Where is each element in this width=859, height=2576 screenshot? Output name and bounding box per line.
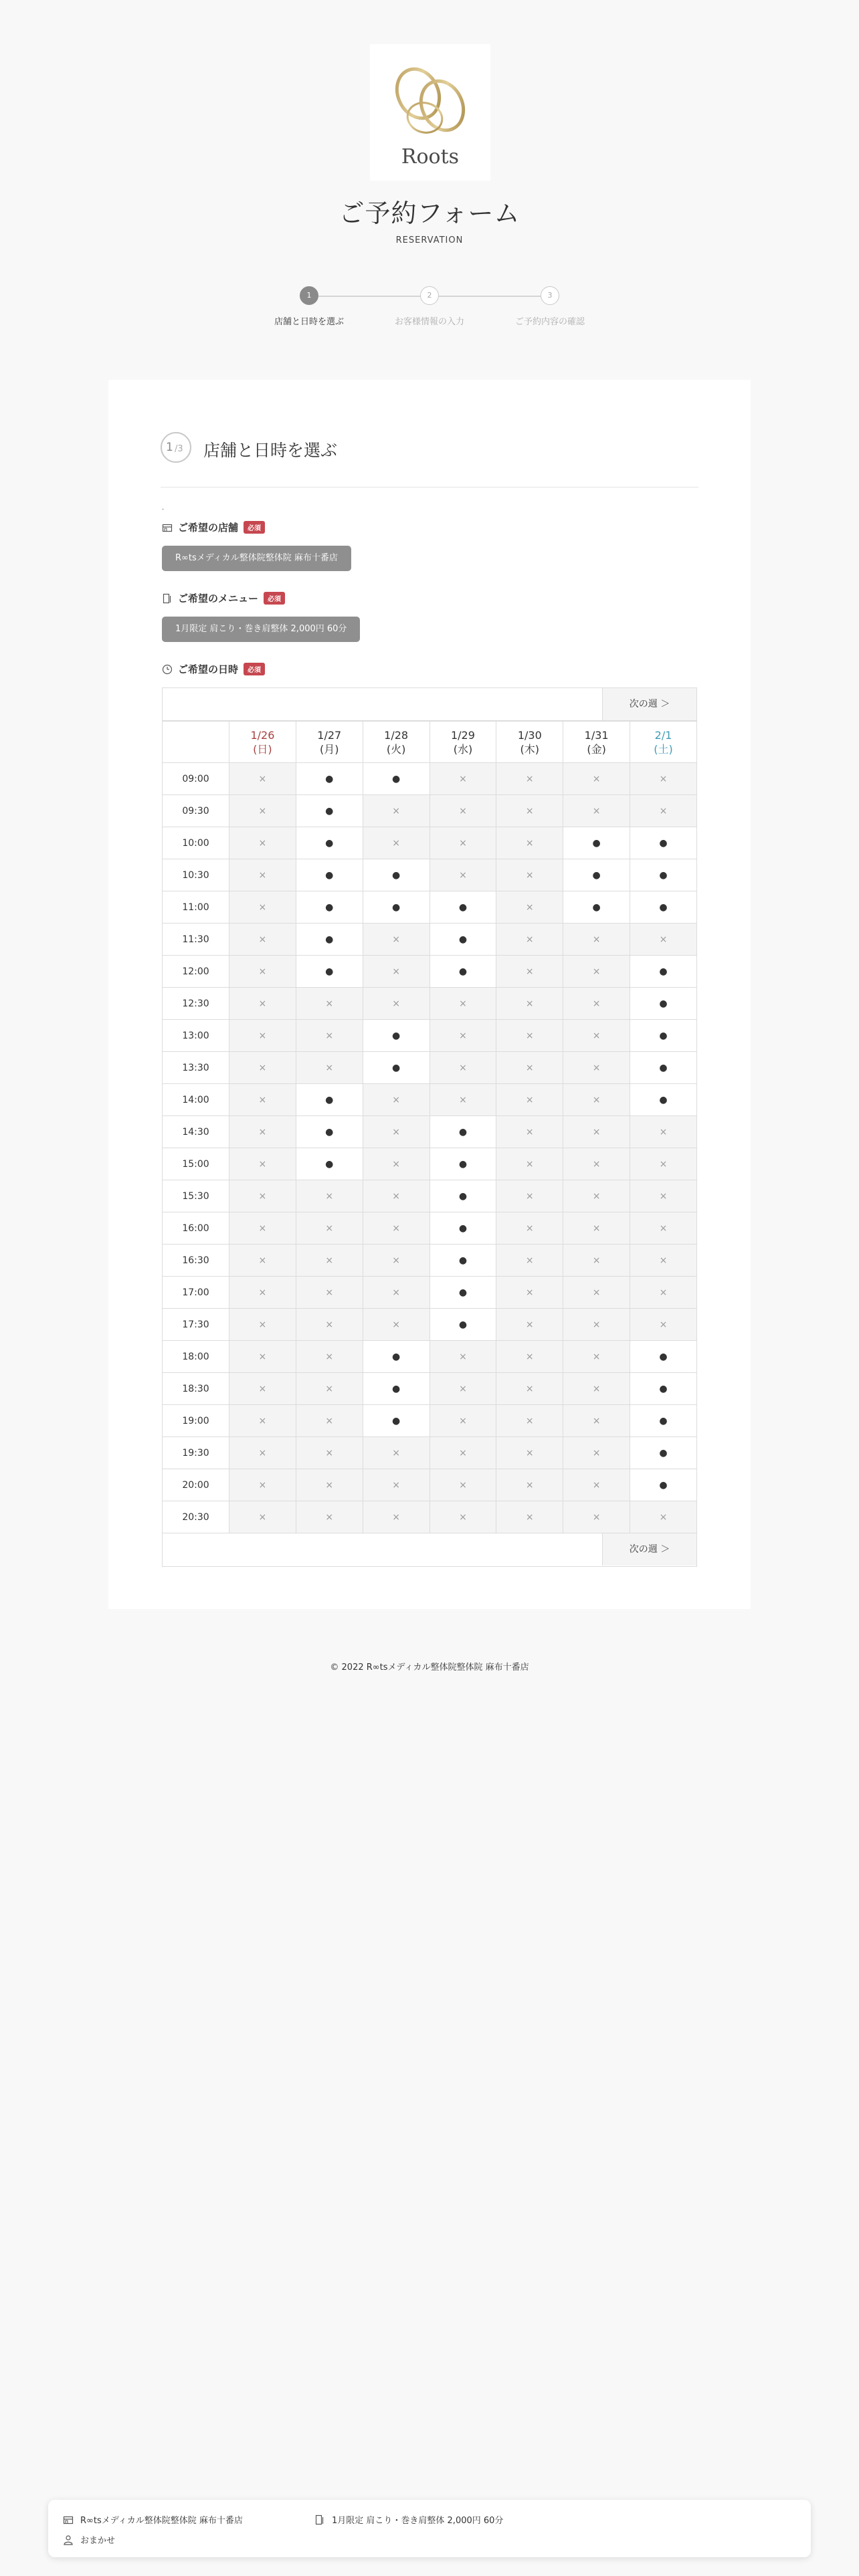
slot-unavailable-cell: ×: [563, 1501, 630, 1533]
slot-unavailable-cell: ×: [496, 988, 563, 1020]
slot-available-cell[interactable]: ●: [363, 1341, 430, 1373]
store-select-button[interactable]: R∞tsメディカル整体院整体院 麻布十番店: [162, 546, 351, 571]
day-header-1-27: 1/27 (月): [296, 722, 363, 763]
slot-unavailable-cell: ×: [229, 1148, 296, 1180]
slot-unavailable-cell: ×: [563, 1052, 630, 1084]
required-badge: 必須: [244, 521, 265, 534]
day-header-1-31: 1/31 (金): [563, 722, 630, 763]
time-label: 19:00: [163, 1405, 229, 1437]
slot-unavailable-cell: ×: [563, 1405, 630, 1437]
slot-unavailable-cell: ×: [229, 859, 296, 891]
slot-available-cell[interactable]: ●: [630, 891, 697, 924]
time-slot-row: [163, 1405, 697, 1437]
slot-available-cell[interactable]: ●: [563, 827, 630, 859]
step-connector: [439, 296, 541, 297]
slot-unavailable-cell: ×: [430, 827, 496, 859]
time-slot-row: [163, 1501, 697, 1533]
slot-unavailable-cell: ×: [496, 1148, 563, 1180]
slot-available-cell[interactable]: ●: [363, 1020, 430, 1052]
slot-unavailable-cell: ×: [430, 1437, 496, 1469]
datetime-field-label: ご希望の日時 必須: [162, 662, 265, 677]
person-icon: [63, 2535, 75, 2545]
step-1-label: 店舗と日時を選ぶ: [274, 317, 344, 327]
slot-unavailable-cell: ×: [229, 1373, 296, 1405]
slot-available-cell[interactable]: ●: [430, 924, 496, 956]
schedule-corner-cell: [163, 722, 229, 763]
slot-available-cell[interactable]: ●: [296, 859, 363, 891]
time-slot-row: [163, 1148, 697, 1180]
step-2-circle: 2: [420, 286, 439, 305]
store-icon: [63, 2514, 75, 2525]
slot-unavailable-cell: ×: [563, 1373, 630, 1405]
slot-available-cell[interactable]: ●: [296, 924, 363, 956]
time-label: 10:30: [163, 859, 229, 891]
section-note-dot: .: [162, 504, 165, 512]
time-label: 17:00: [163, 1277, 229, 1309]
slot-unavailable-cell: ×: [496, 763, 563, 795]
slot-unavailable-cell: ×: [563, 1277, 630, 1309]
time-label: 09:30: [163, 795, 229, 827]
slot-available-cell[interactable]: ●: [363, 891, 430, 924]
time-slot-row: [163, 1373, 697, 1405]
slot-available-cell[interactable]: ●: [430, 891, 496, 924]
slot-unavailable-cell: ×: [363, 1501, 430, 1533]
slot-unavailable-cell: ×: [496, 1116, 563, 1148]
slot-unavailable-cell: ×: [363, 988, 430, 1020]
slot-unavailable-cell: ×: [363, 1084, 430, 1116]
step-fraction-num: 1: [166, 441, 173, 454]
slot-unavailable-cell: ×: [296, 1341, 363, 1373]
slot-unavailable-cell: ×: [363, 1212, 430, 1245]
slot-unavailable-cell: ×: [496, 1341, 563, 1373]
time-slot-row: [163, 1052, 697, 1084]
slot-unavailable-cell: ×: [363, 1245, 430, 1277]
summary-menu: 1月限定 肩こり・巻き肩整体 2,000円 60分: [314, 2513, 503, 2526]
slot-unavailable-cell: ×: [430, 1084, 496, 1116]
slot-unavailable-cell: ×: [229, 1245, 296, 1277]
summary-store: R∞tsメディカル整体院整体院 麻布十番店: [63, 2513, 243, 2526]
slot-unavailable-cell: ×: [496, 827, 563, 859]
copyright: © 2022 R∞tsメディカル整体院整体院 麻布十番店: [330, 1662, 529, 1673]
slot-available-cell[interactable]: ●: [296, 1116, 363, 1148]
slot-unavailable-cell: ×: [496, 859, 563, 891]
time-label: 17:30: [163, 1309, 229, 1341]
slot-unavailable-cell: ×: [496, 1309, 563, 1341]
required-badge: 必須: [264, 592, 285, 605]
step-1-circle: 1: [300, 286, 318, 305]
time-slot-row: [163, 891, 697, 924]
slot-unavailable-cell: ×: [229, 1501, 296, 1533]
time-label: 15:00: [163, 1148, 229, 1180]
slot-available-cell[interactable]: ●: [363, 1405, 430, 1437]
slot-unavailable-cell: ×: [229, 1277, 296, 1309]
progress-stepper: [0, 281, 859, 334]
slot-available-cell[interactable]: ●: [363, 763, 430, 795]
slot-unavailable-cell: ×: [229, 795, 296, 827]
step-connector: [318, 296, 420, 297]
slot-unavailable-cell: ×: [229, 1437, 296, 1469]
slot-unavailable-cell: ×: [630, 795, 697, 827]
brand-logo: [370, 44, 490, 181]
slot-available-cell[interactable]: ●: [430, 1245, 496, 1277]
slot-unavailable-cell: ×: [563, 1148, 630, 1180]
slot-available-cell[interactable]: ●: [630, 988, 697, 1020]
next-week-button[interactable]: 次の週 ＞: [602, 688, 696, 720]
next-week-button[interactable]: 次の週 ＞: [602, 1533, 696, 1566]
time-slot-row: [163, 1084, 697, 1116]
slot-unavailable-cell: ×: [229, 956, 296, 988]
slot-unavailable-cell: ×: [496, 1180, 563, 1212]
slot-unavailable-cell: ×: [630, 924, 697, 956]
slot-unavailable-cell: ×: [430, 1020, 496, 1052]
time-label: 13:00: [163, 1020, 229, 1052]
slot-unavailable-cell: ×: [496, 1373, 563, 1405]
menu-icon: [314, 2514, 326, 2525]
slot-unavailable-cell: ×: [630, 1501, 697, 1533]
slot-unavailable-cell: ×: [496, 1277, 563, 1309]
slot-available-cell[interactable]: ●: [363, 859, 430, 891]
slot-unavailable-cell: ×: [296, 1212, 363, 1245]
slot-unavailable-cell: ×: [430, 795, 496, 827]
step-fraction-den: /3: [175, 444, 183, 454]
slot-unavailable-cell: ×: [296, 1501, 363, 1533]
slot-unavailable-cell: ×: [563, 1116, 630, 1148]
step-3-label: ご予約内容の確認: [514, 317, 585, 327]
time-label: 20:00: [163, 1469, 229, 1501]
slot-unavailable-cell: ×: [496, 1245, 563, 1277]
slot-unavailable-cell: ×: [496, 1405, 563, 1437]
time-slot-row: [163, 988, 697, 1020]
slot-unavailable-cell: ×: [229, 1116, 296, 1148]
slot-available-cell[interactable]: ●: [430, 1309, 496, 1341]
slot-unavailable-cell: ×: [563, 1020, 630, 1052]
slot-available-cell[interactable]: ●: [630, 1341, 697, 1373]
slot-available-cell[interactable]: ●: [296, 1148, 363, 1180]
slot-available-cell[interactable]: ●: [630, 859, 697, 891]
slot-unavailable-cell: ×: [363, 1116, 430, 1148]
slot-unavailable-cell: ×: [496, 1020, 563, 1052]
slot-unavailable-cell: ×: [496, 1469, 563, 1501]
slot-unavailable-cell: ×: [229, 1052, 296, 1084]
time-slot-row: [163, 956, 697, 988]
slot-unavailable-cell: ×: [563, 1245, 630, 1277]
slot-unavailable-cell: ×: [496, 891, 563, 924]
slot-available-cell[interactable]: ●: [630, 1084, 697, 1116]
slot-unavailable-cell: ×: [563, 795, 630, 827]
slot-unavailable-cell: ×: [229, 1405, 296, 1437]
slot-unavailable-cell: ×: [229, 1212, 296, 1245]
slot-unavailable-cell: ×: [296, 1405, 363, 1437]
slot-unavailable-cell: ×: [630, 1116, 697, 1148]
store-field-label: ご希望の店舗 必須: [162, 520, 265, 535]
required-badge: 必須: [244, 663, 265, 675]
section-title: 店舗と日時を選ぶ: [203, 441, 338, 460]
slot-unavailable-cell: ×: [430, 988, 496, 1020]
week-nav-top: [162, 687, 697, 721]
slot-unavailable-cell: ×: [496, 956, 563, 988]
slot-available-cell[interactable]: ●: [630, 827, 697, 859]
slot-unavailable-cell: ×: [630, 1212, 697, 1245]
slot-unavailable-cell: ×: [363, 1277, 430, 1309]
day-header-1-28: 1/28 (火): [363, 722, 430, 763]
slot-unavailable-cell: ×: [296, 1437, 363, 1469]
slot-available-cell[interactable]: ●: [563, 859, 630, 891]
slot-unavailable-cell: ×: [496, 924, 563, 956]
menu-field-label: ご希望のメニュー 必須: [162, 591, 285, 606]
slot-unavailable-cell: ×: [363, 1437, 430, 1469]
slot-unavailable-cell: ×: [496, 1501, 563, 1533]
slot-unavailable-cell: ×: [363, 1469, 430, 1501]
time-label: 10:00: [163, 827, 229, 859]
slot-unavailable-cell: ×: [496, 1212, 563, 1245]
reservation-card: [108, 380, 751, 1609]
slot-unavailable-cell: ×: [363, 1309, 430, 1341]
slot-unavailable-cell: ×: [496, 1084, 563, 1116]
time-label: 14:30: [163, 1116, 229, 1148]
slot-unavailable-cell: ×: [363, 795, 430, 827]
slot-unavailable-cell: ×: [563, 1180, 630, 1212]
slot-unavailable-cell: ×: [229, 924, 296, 956]
section-divider: [161, 487, 698, 488]
slot-unavailable-cell: ×: [296, 1180, 363, 1212]
time-label: 16:00: [163, 1212, 229, 1245]
time-label: 20:30: [163, 1501, 229, 1533]
time-slot-row: [163, 1116, 697, 1148]
slot-available-cell[interactable]: ●: [630, 1020, 697, 1052]
time-label: 16:30: [163, 1245, 229, 1277]
time-slot-row: [163, 1020, 697, 1052]
slot-available-cell[interactable]: ●: [563, 891, 630, 924]
slot-unavailable-cell: ×: [430, 1341, 496, 1373]
slot-unavailable-cell: ×: [563, 956, 630, 988]
slot-unavailable-cell: ×: [496, 1437, 563, 1469]
time-slot-row: [163, 1245, 697, 1277]
time-label: 13:30: [163, 1052, 229, 1084]
logo-text: Roots: [401, 145, 460, 169]
slot-unavailable-cell: ×: [630, 1309, 697, 1341]
slot-unavailable-cell: ×: [630, 1277, 697, 1309]
time-label: 11:30: [163, 924, 229, 956]
slot-available-cell[interactable]: ●: [630, 1052, 697, 1084]
time-slot-row: [163, 1469, 697, 1501]
slot-unavailable-cell: ×: [229, 763, 296, 795]
week-nav-bottom: [162, 1533, 697, 1567]
section-header: [161, 432, 698, 480]
slot-unavailable-cell: ×: [229, 1084, 296, 1116]
page-title: ご予約フォーム: [339, 199, 520, 228]
slot-unavailable-cell: ×: [563, 924, 630, 956]
slot-unavailable-cell: ×: [430, 1373, 496, 1405]
slot-unavailable-cell: ×: [229, 1180, 296, 1212]
slot-unavailable-cell: ×: [430, 763, 496, 795]
slot-available-cell[interactable]: ●: [630, 1469, 697, 1501]
slot-unavailable-cell: ×: [229, 827, 296, 859]
day-header-2-1: 2/1 (土): [630, 722, 697, 763]
slot-unavailable-cell: ×: [296, 1309, 363, 1341]
slot-available-cell[interactable]: ●: [630, 1405, 697, 1437]
step-2-label: お客様情報の入力: [394, 317, 464, 327]
slot-unavailable-cell: ×: [496, 795, 563, 827]
slot-unavailable-cell: ×: [430, 1052, 496, 1084]
time-label: 18:30: [163, 1373, 229, 1405]
time-slot-row: [163, 1309, 697, 1341]
slot-unavailable-cell: ×: [496, 1052, 563, 1084]
slot-unavailable-cell: ×: [229, 1309, 296, 1341]
slot-unavailable-cell: ×: [563, 1437, 630, 1469]
slot-unavailable-cell: ×: [229, 988, 296, 1020]
slot-available-cell[interactable]: ●: [296, 827, 363, 859]
time-slot-row: [163, 1180, 697, 1212]
day-header-1-29: 1/29 (水): [430, 722, 496, 763]
slot-unavailable-cell: ×: [430, 1469, 496, 1501]
slot-available-cell[interactable]: ●: [296, 795, 363, 827]
slot-unavailable-cell: ×: [229, 1341, 296, 1373]
day-header-1-30: 1/30 (木): [496, 722, 563, 763]
schedule-header-row: [163, 722, 697, 763]
slot-unavailable-cell: ×: [363, 956, 430, 988]
clock-icon: [162, 664, 174, 675]
slot-available-cell[interactable]: ●: [430, 1148, 496, 1180]
slot-unavailable-cell: ×: [630, 1148, 697, 1180]
slot-available-cell[interactable]: ●: [430, 1277, 496, 1309]
time-label: 19:30: [163, 1437, 229, 1469]
time-slot-row: [163, 1212, 697, 1245]
time-label: 12:00: [163, 956, 229, 988]
time-label: 18:00: [163, 1341, 229, 1373]
slot-unavailable-cell: ×: [563, 1341, 630, 1373]
step-3-circle: 3: [541, 286, 559, 305]
page-subtitle: RESERVATION: [395, 235, 464, 245]
day-header-1-26: 1/26 (日): [229, 722, 296, 763]
slot-unavailable-cell: ×: [229, 1469, 296, 1501]
slot-unavailable-cell: ×: [363, 827, 430, 859]
slot-unavailable-cell: ×: [296, 1245, 363, 1277]
schedule-table-wrapper: [162, 687, 697, 1567]
step-fraction-badge: [161, 432, 191, 463]
time-slot-row: [163, 763, 697, 795]
slot-unavailable-cell: ×: [296, 1020, 363, 1052]
slot-unavailable-cell: ×: [296, 988, 363, 1020]
slot-unavailable-cell: ×: [563, 1469, 630, 1501]
slot-available-cell[interactable]: ●: [296, 956, 363, 988]
time-label: 09:00: [163, 763, 229, 795]
time-slot-row: [163, 827, 697, 859]
slot-unavailable-cell: ×: [430, 1405, 496, 1437]
slot-unavailable-cell: ×: [229, 891, 296, 924]
slot-available-cell[interactable]: ●: [363, 1052, 430, 1084]
time-slot-row: [163, 795, 697, 827]
slot-unavailable-cell: ×: [563, 1309, 630, 1341]
store-icon: [162, 522, 174, 533]
slot-unavailable-cell: ×: [630, 1245, 697, 1277]
slot-available-cell[interactable]: ●: [363, 1373, 430, 1405]
slot-available-cell[interactable]: ●: [296, 891, 363, 924]
slot-unavailable-cell: ×: [363, 1148, 430, 1180]
slot-unavailable-cell: ×: [296, 1052, 363, 1084]
slot-unavailable-cell: ×: [563, 763, 630, 795]
summary-staff: おまかせ: [63, 2533, 115, 2546]
time-label: 14:00: [163, 1084, 229, 1116]
selection-summary-bar: [48, 2500, 811, 2557]
slot-available-cell[interactable]: ●: [630, 1373, 697, 1405]
slot-unavailable-cell: ×: [430, 859, 496, 891]
slot-unavailable-cell: ×: [630, 763, 697, 795]
menu-icon: [162, 593, 174, 604]
time-slot-row: [163, 1437, 697, 1469]
slot-unavailable-cell: ×: [563, 988, 630, 1020]
slot-unavailable-cell: ×: [363, 924, 430, 956]
time-slot-row: [163, 859, 697, 891]
slot-unavailable-cell: ×: [630, 1180, 697, 1212]
schedule-table: [162, 721, 697, 1533]
slot-available-cell[interactable]: ●: [296, 1084, 363, 1116]
slot-available-cell[interactable]: ●: [296, 763, 363, 795]
slot-available-cell[interactable]: ●: [630, 1437, 697, 1469]
time-label: 12:30: [163, 988, 229, 1020]
time-label: 15:30: [163, 1180, 229, 1212]
slot-available-cell[interactable]: ●: [430, 1212, 496, 1245]
slot-available-cell[interactable]: ●: [430, 1180, 496, 1212]
menu-select-button[interactable]: 1月限定 肩こり・巻き肩整体 2,000円 60分: [162, 617, 360, 642]
slot-available-cell[interactable]: ●: [630, 956, 697, 988]
slot-unavailable-cell: ×: [296, 1373, 363, 1405]
time-label: 11:00: [163, 891, 229, 924]
slot-unavailable-cell: ×: [296, 1469, 363, 1501]
slot-unavailable-cell: ×: [563, 1084, 630, 1116]
slot-unavailable-cell: ×: [563, 1212, 630, 1245]
slot-unavailable-cell: ×: [363, 1180, 430, 1212]
slot-available-cell[interactable]: ●: [430, 956, 496, 988]
slot-unavailable-cell: ×: [430, 1501, 496, 1533]
time-slot-row: [163, 924, 697, 956]
time-slot-row: [163, 1277, 697, 1309]
slot-unavailable-cell: ×: [229, 1020, 296, 1052]
time-slot-row: [163, 1341, 697, 1373]
slot-unavailable-cell: ×: [296, 1277, 363, 1309]
slot-available-cell[interactable]: ●: [430, 1116, 496, 1148]
